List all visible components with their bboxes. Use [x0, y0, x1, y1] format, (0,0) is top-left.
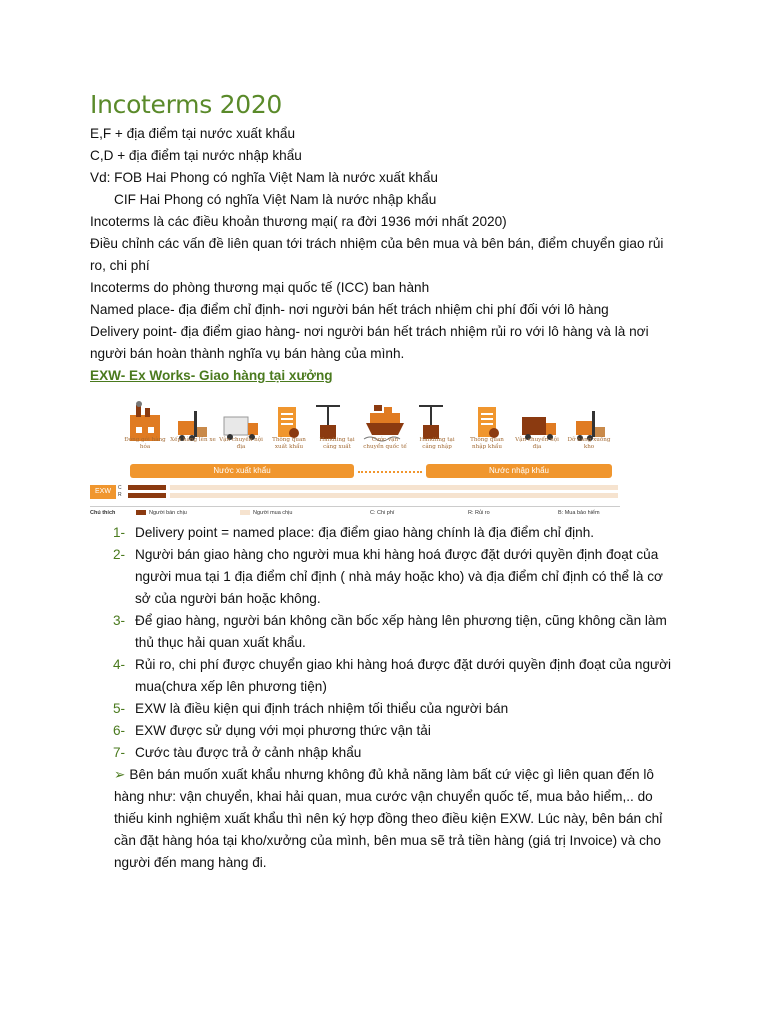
list-item: 6- EXW được sử dụng với mọi phương thức vận tải: [113, 723, 431, 738]
step-label: Đóng gói hàng hóa: [124, 437, 166, 450]
buyer-risk-bar: [170, 493, 618, 498]
diagram-legend: [90, 506, 620, 519]
text-line: Vd: FOB Hai Phong có nghĩa Việt Nam là nước xuất khẩu: [90, 170, 438, 185]
buyer-cost-bar: [170, 485, 618, 490]
text-line: Incoterms là các điều khoản thương mại( ra đời 1936 mới nhất 2020): [90, 214, 507, 229]
legend-seller: Người bán chịu: [136, 507, 187, 519]
seller-risk-bar: [128, 493, 166, 498]
step-label: Handling tại cảng xuất: [319, 437, 355, 450]
step-label: Dỡ hàng xuống kho: [567, 437, 611, 450]
crane-icon: [419, 405, 443, 439]
exw-diagram: [90, 393, 620, 518]
step-label: Xếp hàng lên xe: [170, 437, 216, 443]
step-labels: [90, 437, 620, 457]
step-label: Thông quan xuất khẩu: [272, 437, 306, 450]
list-item: 2- Người bán giao hàng cho người mua khi hàng hoá được đặt dưới quyền định đoạt của người mua tại 1 địa điểm chỉ định ( nhà máy hoặc kho) và địa điểm chỉ định có thể là cơ sở của người bán hoặc không.: [113, 547, 663, 606]
customs-document-icon: [278, 407, 299, 438]
arrow-paragraph: ➢ Bên bán muốn xuất khẩu nhưng không đủ khả năng làm bất cứ việc gì liên quan đến lô hàng như: vận chuyển, khai hải quan, mua cước vận chuyển quốc tế, mua bảo hiểm,.. do thiếu kinh nghiệm xuất khẩu thì nên ký hợp đồng theo điều kiện EXW. Lúc này, bên bán chỉ cần đặt hàng hóa tại kho/xưởng của mình, bên mua sẽ trả tiền hàng (giá trị Invoice) và cho người đến mang hàng đi.: [114, 767, 663, 870]
step-label: Vận chuyển nội địa: [515, 437, 559, 450]
text-line: Named place- địa điểm chỉ định- nơi người bán hết trách nhiệm chi phí đối với lô hàng: [90, 302, 609, 317]
arrow-bullet-icon: ➢: [114, 767, 126, 782]
import-country-bar: Nước nhập khẩu: [426, 464, 612, 478]
list-item: 5- EXW là điều kiện qui định trách nhiệm tối thiểu của người bán: [113, 701, 509, 716]
row-r-label: R: [118, 492, 122, 498]
text-line: Delivery point- địa điểm giao hàng- nơi người bán hết trách nhiệm rủi ro với lô hàng và là nơi: [90, 324, 649, 339]
seller-cost-bar: [128, 485, 166, 490]
step-label: Thông quan nhập khẩu: [470, 437, 504, 450]
section-heading: EXW- Ex Works- Giao hàng tại xưởng: [90, 368, 333, 383]
step-label: Vận chuyển nội địa: [219, 437, 263, 450]
ship-icon: [364, 405, 404, 441]
list-item: 4- Rủi ro, chi phí được chuyển giao khi hàng hoá được đặt dưới quyền định đoạt của người mua(chưa xếp lên phương tiện): [113, 657, 672, 694]
text-line: ro, chi phí: [90, 258, 150, 273]
page-title: Incoterms 2020: [90, 90, 283, 119]
text-line: người bán hoàn thành nghĩa vụ bán hàng của mình.: [90, 346, 405, 361]
legend-insurance: B: Mua bảo hiểm: [558, 510, 600, 516]
legend-title: Chú thích: [90, 510, 116, 516]
step-label: Cước vận chuyển quốc tế: [363, 437, 407, 450]
text-line: Điều chỉnh các vấn đề liên quan tới trách nhiệm của bên mua và bên bán, điểm chuyển giao rủi: [90, 236, 664, 251]
text-line-indented: CIF Hai Phong có nghĩa Việt Nam là nước nhập khẩu: [114, 192, 437, 207]
text-line: E,F + địa điểm tại nước xuất khẩu: [90, 126, 296, 141]
export-country-bar: Nước xuất khẩu: [130, 464, 354, 478]
legend-risk: R: Rủi ro: [468, 510, 490, 516]
step-label: Handling tại cảng nhập: [419, 437, 455, 450]
exw-term-tag: EXW: [90, 485, 116, 499]
crane-icon: [316, 405, 340, 439]
numbered-list: [90, 522, 690, 764]
row-c-label: C: [118, 485, 122, 491]
international-dotted-line: [358, 471, 422, 473]
text-line: C,D + địa điểm tại nước nhập khẩu: [90, 148, 302, 163]
document-page: [90, 90, 690, 874]
legend-cost: C: Chi phí: [370, 510, 395, 516]
list-item: 3- Để giao hàng, người bán không cần bốc xếp hàng lên phương tiện, cũng không cần làm thủ thục hải quan xuất khẩu.: [113, 613, 667, 650]
list-item: 7- Cước tàu được trả ở cảnh nhập khẩu: [113, 745, 362, 760]
factory-icon: [130, 401, 160, 441]
legend-buyer: Người mua chịu: [240, 507, 292, 519]
list-item: 1- Delivery point = named place: địa điểm giao hàng chính là địa điểm chỉ định.: [113, 525, 595, 540]
text-line: Incoterms do phòng thương mại quốc tế (ICC) ban hành: [90, 280, 430, 295]
customs-document-icon: [478, 407, 499, 438]
